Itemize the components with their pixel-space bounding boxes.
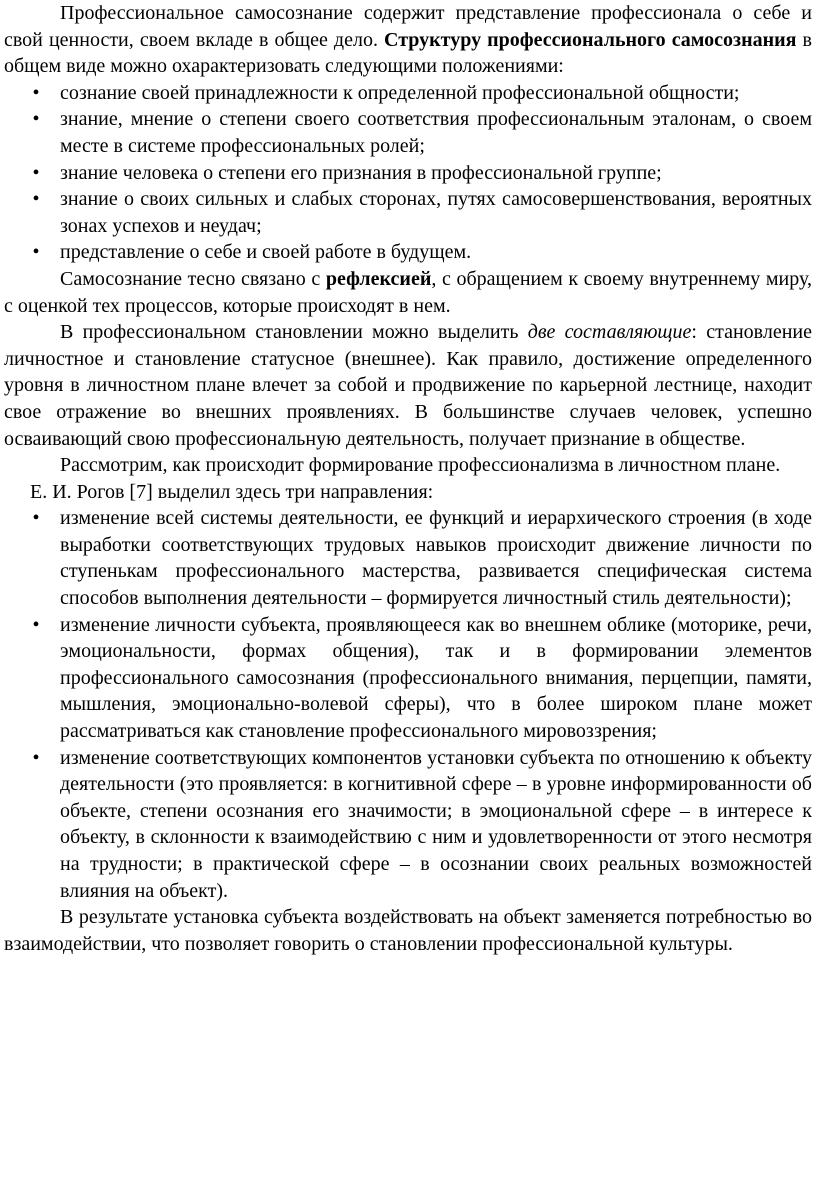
paragraph-intro bbox=[4, 0, 812, 80]
list-item-text: изменение личности субъекта, проявляющееся как во внешнем облике (моторике, речи, эмоциональности, формах общения), так и в формировании элементов профессионального самосознания (профессионального внимания, перцепции, памяти, мышления, эмоционально-волевой сферы), что в более широком плане может рассматриваться как становление профессионального мировоззрения; bbox=[60, 613, 812, 743]
list-item-text: знание о своих сильных и слабых сторонах, путях самосовершенствования, вероятных зонах успехов и неудач; bbox=[60, 188, 812, 237]
list-item bbox=[4, 80, 812, 107]
list-item bbox=[4, 160, 812, 187]
list-item bbox=[4, 239, 812, 266]
list-item bbox=[4, 612, 812, 745]
list-item-text: сознание своей принадлежности к определенной профессиональной общности; bbox=[60, 81, 740, 104]
paragraph-text: : становление личностное и становление статусное (внешнее). Как правило, достижение определенного уровня в личностном плане влечет за собой и продвижение по карьерной лестнице, находит свое отражение во внешних проявлениях. В большинстве случаев человек, успешно осваивающий свою профессиональную деятельность, получает признание в обществе. bbox=[4, 321, 812, 450]
bullet-icon: • bbox=[32, 81, 40, 104]
list-item bbox=[4, 505, 812, 611]
paragraph-consider: Рассмотрим, как происходит формирование профессионализма в личностном плане. bbox=[60, 454, 781, 477]
bullet-icon: • bbox=[32, 188, 40, 211]
paragraph-reflection bbox=[4, 266, 812, 319]
list-item-text: представление о себе и своей работе в будущем. bbox=[60, 241, 472, 264]
paragraph-text: , с обращением к своему внутреннему миру, с оценкой тех процессов, которые происходят в нем. bbox=[4, 267, 812, 317]
bullet-icon: • bbox=[32, 241, 40, 264]
paragraph-text: Профессиональное самосознание содержит представление профессионала о себе и свой ценности, своем вкладе в общее дело. bbox=[4, 2, 812, 51]
paragraph-conclusion: В результате установка субъекта воздействовать на объект заменяется потребностью во взаимодействии, что позволяет говорить о становлении профессиональной культуры. bbox=[4, 906, 812, 955]
list-item-text: знание, мнение о степени своего соответствия профессиональным эталонам, о своем месте в системе профессиональных ролей; bbox=[60, 108, 812, 157]
bold-term-reflection: рефлексией bbox=[325, 267, 432, 290]
list-item bbox=[4, 186, 812, 239]
bullet-list-structure bbox=[4, 80, 812, 266]
bullet-icon: • bbox=[32, 746, 40, 769]
paragraph-text: Самосознание тесно связано с bbox=[60, 267, 326, 290]
paragraph-components bbox=[4, 319, 812, 452]
list-item bbox=[4, 106, 812, 159]
paragraph-text: В профессиональном становлении можно выделить bbox=[60, 321, 528, 344]
list-item bbox=[4, 745, 812, 905]
italic-term-components: две составляющие bbox=[527, 321, 692, 344]
list-item-text: знание человека о степени его признания в профессиональной группе; bbox=[60, 161, 662, 184]
bullet-icon: • bbox=[32, 507, 40, 530]
bullet-icon: • bbox=[32, 613, 40, 636]
paragraph-text: в общем виде можно охарактеризовать следующими положениями: bbox=[4, 28, 812, 78]
bullet-list-directions bbox=[4, 505, 812, 904]
bullet-icon: • bbox=[32, 161, 40, 184]
paragraph-rogov: Е. И. Рогов [7] выделил здесь три направления: bbox=[30, 480, 434, 503]
list-item-text: изменение соответствующих компонентов установки субъекта по отношению к объекту деятельности (это проявляется: в когнитивной сфере – в уровне информированности об объекте, степени осознания его значимости; в эмоциональной сфере – в интересе к объекту, в склонности к взаимодействию с ним и удовлетворенности от этого несмотря на трудности; в практической сфере – в осознании своих реальных возможностей влияния на объект). bbox=[60, 746, 812, 902]
list-item-text: изменение всей системы деятельности, ее функций и иерархического строения (в ходе выработки соответствующих трудовых навыков происходит движение личности по ступенькам профессионального мастерства, развивается специфическая система способов выполнения деятельности – формируется личностный стиль деятельности); bbox=[60, 507, 812, 610]
bullet-icon: • bbox=[32, 108, 40, 131]
bold-term-structure: Структуру профессионального самосознания bbox=[384, 28, 797, 51]
